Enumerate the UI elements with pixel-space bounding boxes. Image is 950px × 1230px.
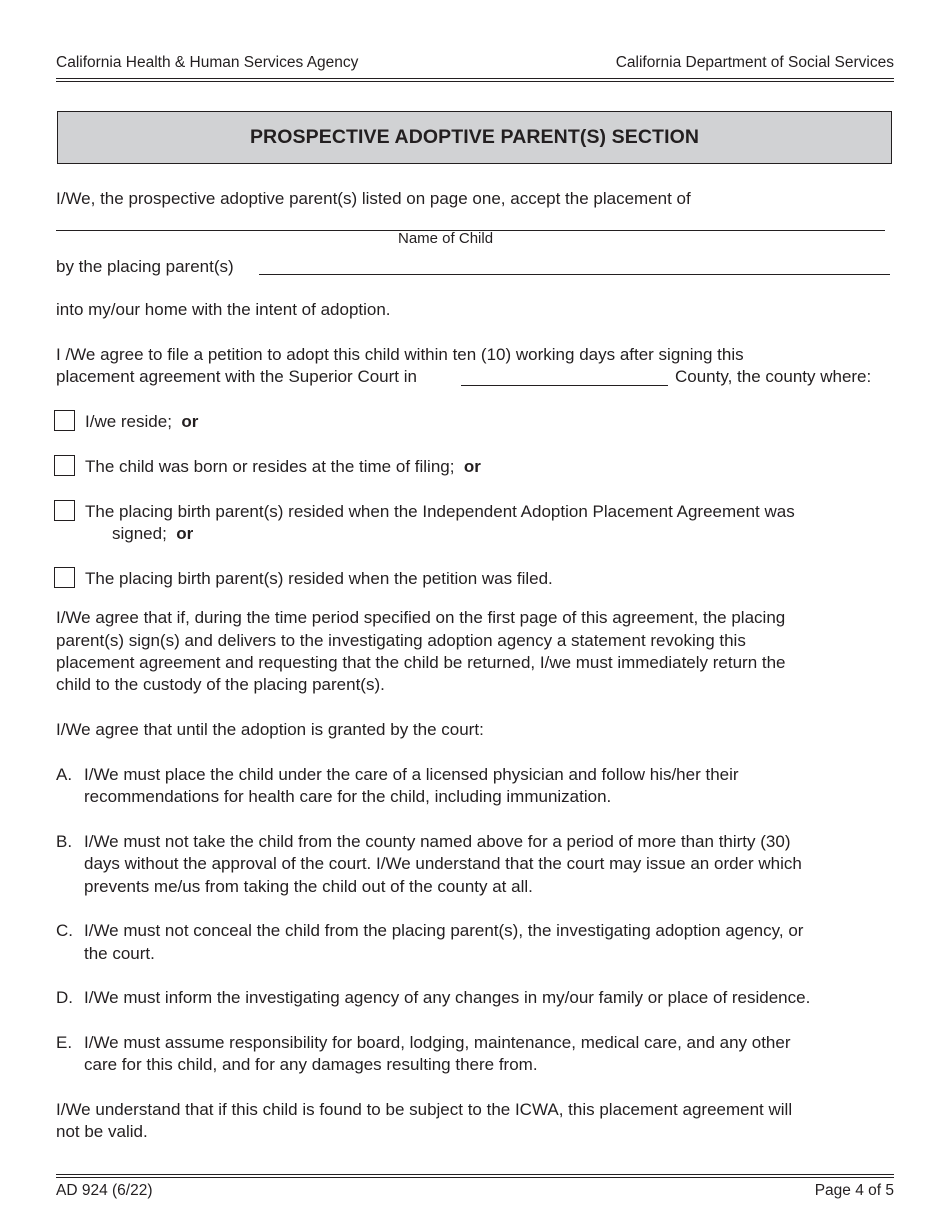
- condition-line: care for this child, and for any damages resulting there from.: [84, 1055, 538, 1074]
- condition-line: I/We must inform the investigating agency of any changes in my/our family or place of residence.: [84, 988, 811, 1007]
- page-number: Page 4 of 5: [814, 1182, 894, 1199]
- condition-line: I/We must assume responsibility for board, lodging, maintenance, medical care, and any other: [84, 1033, 791, 1052]
- revocation-line: child to the custody of the placing parent(s).: [56, 675, 385, 694]
- home-intent-text: into my/our home with the intent of adoption.: [56, 300, 391, 319]
- option-reside: I/we reside; or: [85, 412, 199, 431]
- checkbox-petition-filed[interactable]: [54, 567, 75, 588]
- header-department: California Department of Social Services: [615, 54, 894, 71]
- condition-line: the court.: [84, 944, 155, 963]
- condition-letter: E.: [56, 1033, 73, 1052]
- option-birth-parent-agreement-cont: signed; or: [112, 524, 194, 543]
- placing-parent-label: by the placing parent(s): [56, 257, 234, 276]
- condition-letter: C.: [56, 921, 73, 940]
- option-petition-filed: The placing birth parent(s) resided when the petition was filed.: [85, 569, 553, 588]
- section-title: PROSPECTIVE ADOPTIVE PARENT(S) SECTION: [249, 126, 700, 148]
- petition-line-2-end: County, the county where:: [675, 367, 872, 386]
- petition-line-1: I /We agree to file a petition to adopt this child within ten (10) working days after signing this: [56, 345, 744, 364]
- petition-line-2-start: placement agreement with the Superior Court in: [56, 367, 417, 386]
- revocation-line: parent(s) sign(s) and delivers to the investigating adoption agency a statement revoking this: [56, 631, 746, 650]
- checkbox-child-born[interactable]: [54, 455, 75, 476]
- header-rule-double: [56, 81, 894, 82]
- condition-line: I/We must not take the child from the county named above for a period of more than thirty (30): [84, 832, 791, 851]
- condition-line: prevents me/us from taking the child out of the county at all.: [84, 877, 533, 896]
- condition-letter: A.: [56, 765, 73, 784]
- name-of-child-caption: Name of Child: [398, 230, 494, 247]
- icwa-line: not be valid.: [56, 1122, 148, 1141]
- header-agency: California Health & Human Services Agency: [56, 54, 359, 71]
- header-rule: [56, 78, 894, 79]
- footer-rule: [56, 1174, 894, 1175]
- placing-parent-field[interactable]: [259, 274, 890, 275]
- option-birth-parent-agreement: The placing birth parent(s) resided when the Independent Adoption Placement Agreement was: [85, 502, 795, 521]
- condition-line: days without the approval of the court. I/We understand that the court may issue an order which: [84, 854, 802, 873]
- form-number: AD 924 (6/22): [56, 1182, 153, 1199]
- icwa-line: I/We understand that if this child is found to be subject to the ICWA, this placement agreement will: [56, 1100, 793, 1119]
- county-field[interactable]: [461, 385, 668, 386]
- checkbox-reside[interactable]: [54, 410, 75, 431]
- condition-letter: D.: [56, 988, 73, 1007]
- revocation-line: I/We agree that if, during the time period specified on the first page of this agreement, the placing: [56, 608, 786, 627]
- condition-line: I/We must not conceal the child from the placing parent(s), the investigating adoption agency, or: [84, 921, 804, 940]
- condition-line: recommendations for health care for the child, including immunization.: [84, 787, 612, 806]
- footer-rule-double: [56, 1177, 894, 1178]
- condition-letter: B.: [56, 832, 73, 851]
- section-title-box: [57, 111, 892, 164]
- revocation-line: placement agreement and requesting that the child be returned, I/we must immediately return the: [56, 653, 786, 672]
- intro-text: I/We, the prospective adoptive parent(s) listed on page one, accept the placement of: [56, 189, 691, 208]
- until-granted-text: I/We agree that until the adoption is granted by the court:: [56, 720, 484, 739]
- checkbox-birth-parent-agreement[interactable]: [54, 500, 75, 521]
- option-child-born: The child was born or resides at the time of filing; or: [85, 457, 481, 476]
- condition-line: I/We must place the child under the care of a licensed physician and follow his/her their: [84, 765, 739, 784]
